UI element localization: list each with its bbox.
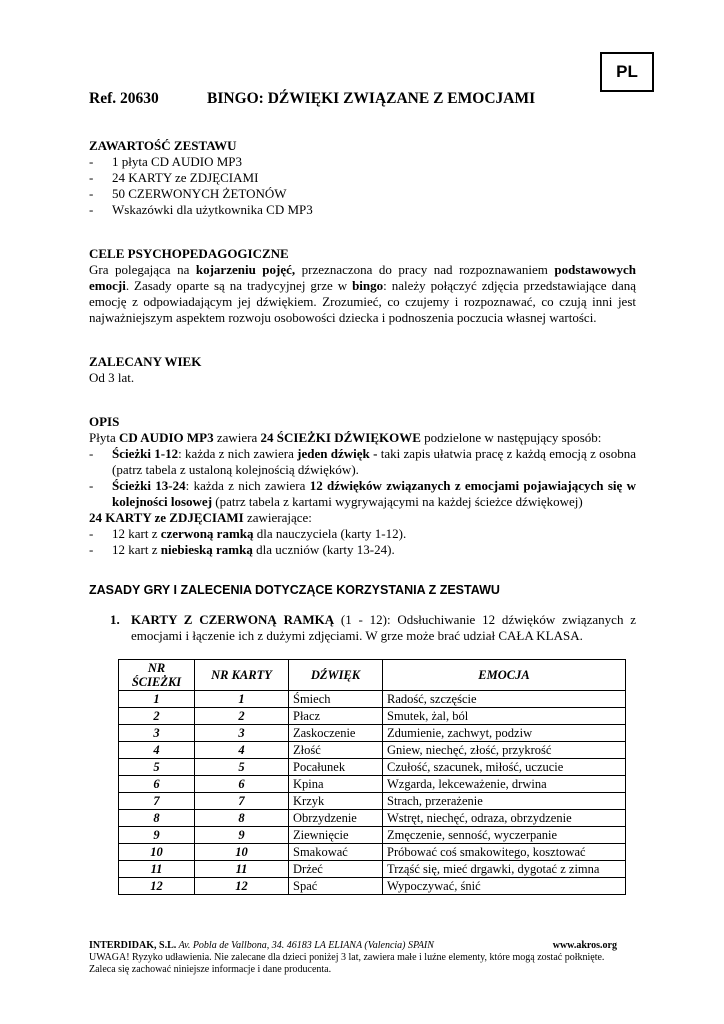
track-number-cell: 5 <box>119 759 195 776</box>
emotion-cell: Wypoczywać, śnić <box>383 878 626 895</box>
safety-warning: UWAGA! Ryzyko udławienia. Nie zalecane dla dzieci poniżej 3 lat, zawiera małe i luźne elementy, które mogą zostać połknięte. Zaleca się zachować niniejsze informacje i dane producenta. <box>89 952 605 975</box>
table-row <box>119 878 626 895</box>
goals-heading: CELE PSYCHOPEDAGOGICZNE <box>89 246 289 261</box>
table-row <box>119 742 626 759</box>
track-number-cell: 4 <box>119 742 195 759</box>
age-section <box>89 354 636 386</box>
emotion-cell: Smutek, żal, ból <box>383 708 626 725</box>
track-number-cell: 1 <box>119 691 195 708</box>
card-number-cell: 6 <box>195 776 289 793</box>
list-item: - 50 CZERWONYCH ŻETONÓW <box>89 186 287 201</box>
footer <box>89 940 617 976</box>
card-number-cell: 4 <box>195 742 289 759</box>
emotion-cell: Wzgarda, lekceważenie, drwina <box>383 776 626 793</box>
track-number-cell: 2 <box>119 708 195 725</box>
website: www.akros.org <box>552 940 617 951</box>
company-name: INTERDIDAK, S.L. <box>89 940 177 951</box>
emotion-cell: Radość, szczęście <box>383 691 626 708</box>
cards-intro: 24 KARTY ze ZDJĘCIAMI zawierające: <box>89 510 312 525</box>
card-number-cell: 9 <box>195 827 289 844</box>
list-item: - Ścieżki 1-12: każda z nich zawiera jeden dźwięk - taki zapis ułatwia pracę z każdą emocją z osobna (patrz tabela z ustaloną kolejnością dźwięków). <box>89 446 637 477</box>
list-item: - 24 KARTY ze ZDJĘCIAMI <box>89 170 259 185</box>
emotion-cell: Gniew, niechęć, złość, przykrość <box>383 742 626 759</box>
rule-text: KARTY Z CZERWONĄ RAMKĄ (1 - 12): Odsłuchiwanie 12 dźwięków związanych z emocjami i łączenie ich z dużymi zdjęciami. W grze może brać udział CAŁA KLASA. <box>131 612 636 643</box>
sound-cell: Ziewnięcie <box>289 827 383 844</box>
product-title: BINGO: DŹWIĘKI ZWIĄZANE Z EMOCJAMI <box>207 90 536 107</box>
list-item: - 12 kart z niebieską ramką dla uczniów (karty 13-24). <box>89 542 395 557</box>
list-item: - Wskazówki dla użytkownika CD MP3 <box>89 202 313 217</box>
language-badge: PL <box>600 52 654 92</box>
list-item-text: Wskazówki dla użytkownika CD MP3 <box>112 202 313 217</box>
emotion-cell: Wstręt, niechęć, odraza, obrzydzenie <box>383 810 626 827</box>
sound-cell: Płacz <box>289 708 383 725</box>
contents-list <box>89 154 636 218</box>
table-row <box>119 827 626 844</box>
header-emotion: EMOCJA <box>383 660 626 691</box>
sounds-table <box>118 659 626 895</box>
sound-cell: Krzyk <box>289 793 383 810</box>
description-heading: OPIS <box>89 414 120 429</box>
list-item: - 12 kart z czerwoną ramką dla nauczyciela (karty 1-12). <box>89 526 407 541</box>
emotion-cell: Zmęczenie, senność, wyczerpanie <box>383 827 626 844</box>
track-number-cell: 11 <box>119 861 195 878</box>
rule-item <box>110 612 636 644</box>
header-track: NR ŚCIEŻKI <box>119 660 195 691</box>
age-heading: ZALECANY WIEK <box>89 354 202 369</box>
page-title <box>89 91 535 107</box>
sound-cell: Zaskoczenie <box>289 725 383 742</box>
goals-paragraph: Gra polegająca na kojarzeniu pojęć, przeznaczona do pracy nad rozpoznawaniem podstawowych emocji. Zasady oparte są na tradycyjnej grze w bingo: należy połączyć zdjęcia przedstawiające daną emocję z odpowiadającym jej dźwiękiem. Zrozumieć, co czujemy i rozpoznawać, co czują inni jest najważniejszym aspektem rozwoju osobowości dziecka i podnoszenia poczucia własnej wartości. <box>89 262 636 325</box>
description-intro: Płyta CD AUDIO MP3 zawiera 24 ŚCIEŻKI DŹWIĘKOWE podzielone w następujący sposób: <box>89 430 602 445</box>
track-number-cell: 6 <box>119 776 195 793</box>
sound-cell: Smakować <box>289 844 383 861</box>
list-item-text: 24 KARTY ze ZDJĘCIAMI <box>112 170 259 185</box>
emotion-cell: Zdumienie, zachwyt, podziw <box>383 725 626 742</box>
list-item-text: 1 płyta CD AUDIO MP3 <box>112 154 243 169</box>
goals-section <box>89 246 636 326</box>
track-number-cell: 10 <box>119 844 195 861</box>
header-sound: DŹWIĘK <box>289 660 383 691</box>
emotion-cell: Trząść się, mieć drgawki, dygotać z zimna <box>383 861 626 878</box>
table-row <box>119 861 626 878</box>
table-row <box>119 810 626 827</box>
track-number-cell: 9 <box>119 827 195 844</box>
company-address: Av. Pobla de Vallbona, 34. 46183 LA ELIANA (Valencia) SPAIN <box>176 940 434 951</box>
card-number-cell: 11 <box>195 861 289 878</box>
sound-cell: Pocałunek <box>289 759 383 776</box>
card-number-cell: 3 <box>195 725 289 742</box>
header-card: NR KARTY <box>195 660 289 691</box>
card-number-cell: 7 <box>195 793 289 810</box>
age-text: Od 3 lat. <box>89 370 135 385</box>
card-number-cell: 10 <box>195 844 289 861</box>
contents-section <box>89 138 636 218</box>
emotion-cell: Strach, przerażenie <box>383 793 626 810</box>
card-number-cell: 5 <box>195 759 289 776</box>
table-row <box>119 708 626 725</box>
sound-cell: Kpina <box>289 776 383 793</box>
cards-list <box>89 526 636 558</box>
description-section <box>89 414 636 558</box>
rule-number: 1. <box>110 612 120 627</box>
card-number-cell: 12 <box>195 878 289 895</box>
tracks-list <box>89 446 636 510</box>
table-header-row <box>119 660 626 691</box>
rules-heading: ZASADY GRY I ZALECENIA DOTYCZĄCE KORZYSTANIA Z ZESTAWU <box>89 583 500 597</box>
sound-cell: Obrzydzenie <box>289 810 383 827</box>
card-number-cell: 8 <box>195 810 289 827</box>
track-number-cell: 8 <box>119 810 195 827</box>
sound-cell: Złość <box>289 742 383 759</box>
sound-cell: Śmiech <box>289 691 383 708</box>
emotion-cell: Próbować coś smakowitego, kosztować <box>383 844 626 861</box>
track-number-cell: 7 <box>119 793 195 810</box>
contents-heading: ZAWARTOŚĆ ZESTAWU <box>89 138 237 153</box>
track-number-cell: 3 <box>119 725 195 742</box>
table-row <box>119 759 626 776</box>
reference-number: Ref. 20630 <box>89 90 159 107</box>
sound-cell: Spać <box>289 878 383 895</box>
card-number-cell: 1 <box>195 691 289 708</box>
table-row <box>119 793 626 810</box>
table-row <box>119 844 626 861</box>
card-number-cell: 2 <box>195 708 289 725</box>
list-item: - 1 płyta CD AUDIO MP3 <box>89 154 243 169</box>
table-row <box>119 776 626 793</box>
emotion-cell: Czułość, szacunek, miłość, uczucie <box>383 759 626 776</box>
track-number-cell: 12 <box>119 878 195 895</box>
list-item-text: 50 CZERWONYCH ŻETONÓW <box>112 186 287 201</box>
table-row <box>119 725 626 742</box>
table-row <box>119 691 626 708</box>
list-item: - Ścieżki 13-24: każda z nich zawiera 12 dźwięków związanych z emocjami pojawiających się w kolejności losowej (patrz tabela z kartami wygrywającymi na każdej ścieżce dźwiękowej) <box>89 478 636 509</box>
sound-cell: Drżeć <box>289 861 383 878</box>
